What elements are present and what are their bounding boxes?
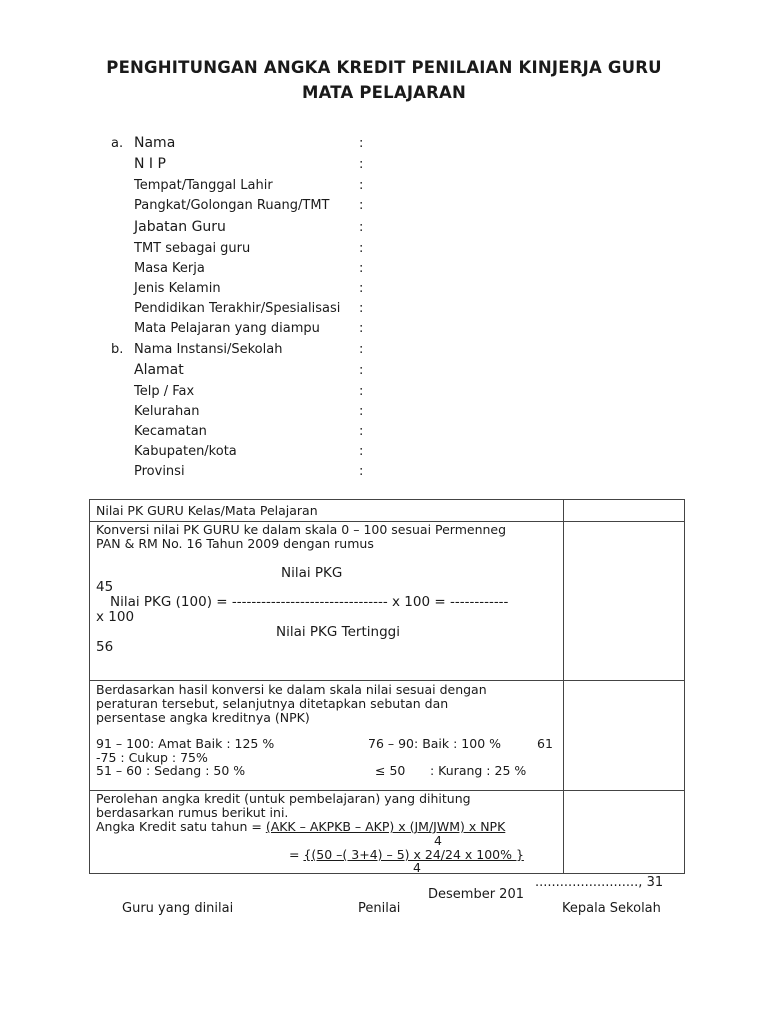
- field-colon: :: [359, 444, 364, 459]
- field-colon: :: [359, 321, 364, 336]
- field-colon: :: [359, 241, 364, 256]
- field-colon: :: [359, 342, 364, 357]
- formula-value-45: 45: [96, 579, 114, 595]
- grade-sedang: 51 – 60 : Sedang : 50 %: [96, 763, 246, 778]
- field-colon: :: [359, 281, 364, 296]
- field-label-kecamatan: Kecamatan: [134, 424, 207, 439]
- row-konversi-text: Konversi nilai PK GURU ke dalam skala 0 – 100 sesuai Permenneg: [96, 522, 507, 537]
- signature-penilai: Penilai: [358, 901, 401, 916]
- grade-amat-baik: 91 – 100: Amat Baik : 125 %: [96, 736, 275, 751]
- field-label-nip: N I P: [134, 156, 166, 172]
- row-berdasarkan-text: persentase angka kreditnya (NPK): [96, 710, 310, 725]
- section-b-marker: b.: [111, 342, 124, 357]
- field-label-pendidikan: Pendidikan Terakhir/Spesialisasi: [134, 301, 341, 316]
- field-colon: :: [359, 178, 364, 193]
- grade-cukup: -75 : Cukup : 75%: [96, 750, 208, 765]
- field-colon: :: [359, 363, 364, 378]
- field-label-alamat: Alamat: [134, 362, 184, 378]
- field-label-masa-kerja: Masa Kerja: [134, 261, 205, 276]
- table-row-divider: [90, 680, 684, 681]
- angka-kredit-formula: [96, 820, 505, 834]
- field-colon: :: [359, 220, 364, 235]
- angka-kredit-label: Angka Kredit satu tahun =: [96, 819, 266, 834]
- field-label-pangkat: Pangkat/Golongan Ruang/TMT: [134, 198, 330, 213]
- field-label-tempat-tanggal-lahir: Tempat/Tanggal Lahir: [134, 178, 273, 193]
- field-label-nama: Nama: [134, 135, 176, 151]
- field-label-nama-instansi: Nama Instansi/Sekolah: [134, 342, 283, 357]
- signature-date: Desember 201: [428, 887, 524, 902]
- field-label-kabupaten: Kabupaten/kota: [134, 444, 237, 459]
- field-colon: :: [359, 404, 364, 419]
- table-column-divider: [563, 500, 564, 873]
- angka-kredit-expression: (AKK – AKPKB – AKP) x (JM/JWM) x NPK: [265, 819, 506, 834]
- field-colon: :: [359, 136, 364, 151]
- row-berdasarkan-text: peraturan tersebut, selanjutnya ditetapkan sebutan dan: [96, 696, 449, 711]
- field-colon: :: [359, 464, 364, 479]
- formula-x100: x 100: [96, 609, 135, 625]
- angka-kredit-calculation: [289, 848, 524, 862]
- row-perolehan-text: Perolehan angka kredit (untuk pembelajaran) yang dihitung: [96, 791, 471, 806]
- formula-value-56: 56: [96, 639, 114, 655]
- grade-kurang-threshold: ≤ 50: [375, 763, 406, 778]
- assessment-table: [89, 499, 685, 874]
- field-label-tmt-guru: TMT sebagai guru: [134, 241, 251, 256]
- row-konversi-text: PAN & RM No. 16 Tahun 2009 dengan rumus: [96, 536, 374, 551]
- row-perolehan-text: berdasarkan rumus berikut ini.: [96, 805, 289, 820]
- calculation-expression: {(50 –( 3+4) – 5) x 24/24 x 100% }: [303, 847, 524, 862]
- section-a-marker: a.: [111, 136, 124, 151]
- field-colon: :: [359, 424, 364, 439]
- grade-cukup-start: 61: [537, 736, 553, 751]
- field-label-jabatan-guru: Jabatan Guru: [134, 219, 226, 235]
- field-colon: :: [359, 198, 364, 213]
- formula-divisor: 4: [434, 833, 442, 848]
- row-berdasarkan-text: Berdasarkan hasil konversi ke dalam skala nilai sesuai dengan: [96, 682, 487, 697]
- field-label-kelurahan: Kelurahan: [134, 404, 200, 419]
- signature-kepala-sekolah: Kepala Sekolah: [562, 901, 661, 916]
- equals-sign: =: [289, 847, 304, 862]
- field-colon: :: [359, 261, 364, 276]
- formula-line: Nilai PKG (100) = -------------------------------- x 100 = ------------: [110, 594, 509, 610]
- field-label-jenis-kelamin: Jenis Kelamin: [134, 281, 221, 296]
- formula-numerator: Nilai PKG: [281, 565, 343, 581]
- document-title: PENGHITUNGAN ANGKA KREDIT PENILAIAN KINJERJA GURU: [106, 58, 662, 77]
- field-colon: :: [359, 157, 364, 172]
- document-subtitle: MATA PELAJARAN: [301, 83, 467, 102]
- field-label-telp-fax: Telp / Fax: [134, 384, 195, 399]
- signature-guru: Guru yang dinilai: [122, 901, 234, 916]
- signature-place-date: ........................., 31: [535, 875, 664, 890]
- formula-denominator: Nilai PKG Tertinggi: [276, 624, 400, 640]
- row-nilai-pk-label: Nilai PK GURU Kelas/Mata Pelajaran: [96, 503, 318, 518]
- field-colon: :: [359, 384, 364, 399]
- field-label-provinsi: Provinsi: [134, 464, 185, 479]
- field-label-mata-pelajaran: Mata Pelajaran yang diampu: [134, 321, 320, 336]
- grade-baik: 76 – 90: Baik : 100 %: [368, 736, 502, 751]
- formula-divisor: 4: [413, 860, 421, 875]
- field-colon: :: [359, 301, 364, 316]
- grade-kurang: : Kurang : 25 %: [430, 763, 527, 778]
